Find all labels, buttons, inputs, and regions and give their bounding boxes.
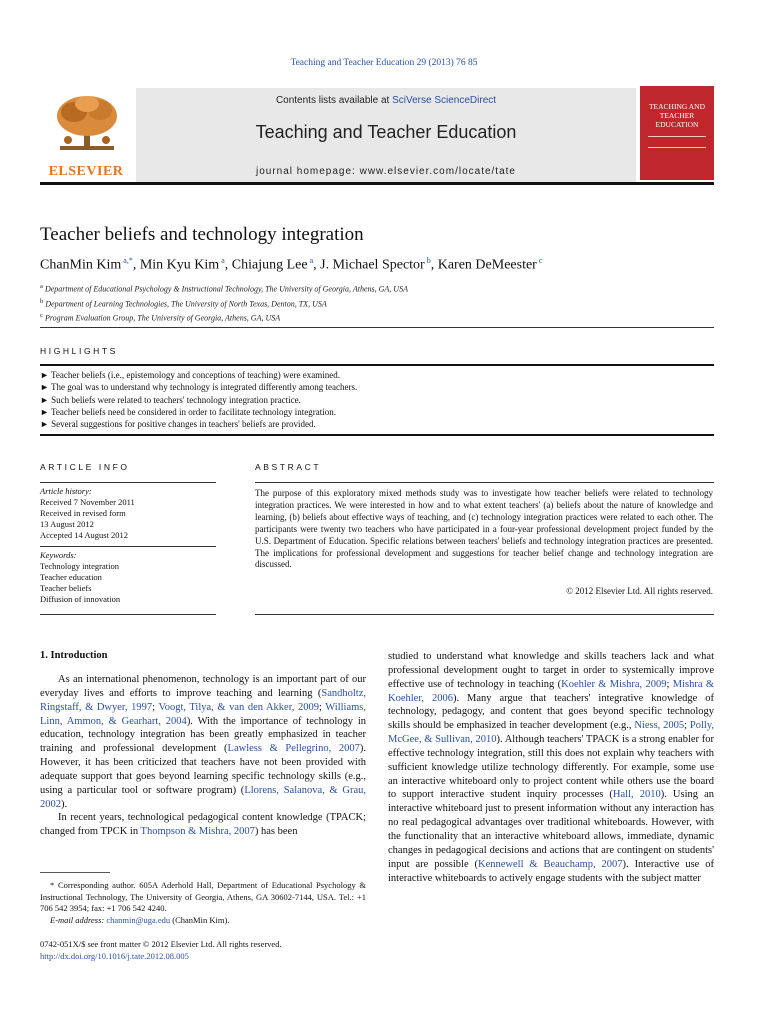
author-name[interactable]: ChanMin Kim: [40, 257, 122, 273]
highlight-item: ► Such beliefs were related to teachers' technology integration practice.: [40, 394, 301, 405]
history-line: Accepted 14 August 2012: [40, 530, 129, 540]
journal-homepage[interactable]: journal homepage: www.elsevier.com/locate/tate: [255, 166, 516, 177]
footnote-text: Corresponding author. 605A Aderhold Hall, Department of Educational Psychology & Instructional Technology, The University of Georgia, Athens, GA 30602-7144, USA. Tel.: +1 706 542 3954; fax: +1 706 542 4240.: [40, 880, 366, 913]
cover-band: [648, 136, 706, 148]
email-suffix: (ChanMin Kim).: [172, 914, 230, 925]
author-affiliation-mark[interactable]: c: [536, 256, 543, 265]
body-column-left: [40, 673, 366, 839]
citation-link[interactable]: Lawless & Pellegrino, 2007: [227, 743, 360, 755]
divider: [40, 327, 714, 328]
paragraph: studied to understand what knowledge and skills teachers lack and what professional development ought to target in order to systemically improve effective use of technology in teaching (Koehler & Mishra, 2009; Mishra & Koehler, 2006). Many argue that teachers' integrative knowledge of technology, pedagogy, and content that goes beyond specific technology skills should be emphasized in teacher development (e.g., Niess, 2005; Polly, McGee, & Sullivan, 2010). Although teachers' TPACK is a strong enabler for effective technology integration, still this does not explain why teachers with sufficient knowledge utilize technology differently. For example, some use an interactive whiteboard only to project content while others use the board to support interactive student inquiry processes (Hall, 2010). Using an interactive whiteboard just to present information without any interaction has no real pedagogical advantages over traditional whiteboards. However, with the functionality that an interactive whiteboard allows, immediate, dynamic changes in pedagogical decisions and actions that are contingent on students' input are possible (Kennewell & Beauchamp, 2007). Interactive use of interactive whiteboards to actively engage students with the subject matter: [388, 651, 715, 884]
citation-link[interactable]: Mishra & Koehler, 2006: [388, 678, 714, 704]
divider: [255, 482, 714, 483]
footnote-mark: *: [50, 880, 55, 890]
abstract-text: The purpose of this exploratory mixed methods study was to investigate how teacher beliefs were related to technology integration practices. We were interested in how and to what extent teachers' (a) beliefs about the nature of knowledge and learning, (b) beliefs about effective ways of teaching, and (c) technology integration practices were related to each other. The participants were twenty two teachers who have participated in a four-year professional development project funded by the U.S. Department of Education. Specific relations between teachers' beliefs and technology integration practices are presented. The implications for professional development and suggestions for teacher belief change and technology integration are discussed.: [255, 488, 713, 570]
article-title: Teacher beliefs and technology integration: [40, 224, 364, 245]
keyword: Technology integration: [40, 561, 119, 571]
abstract-heading: ABSTRACT: [255, 462, 322, 472]
footnote-divider: [40, 872, 110, 873]
keywords-label: Keywords:: [40, 550, 77, 560]
contents-prefix: Contents lists available at: [275, 95, 393, 106]
journal-title: Teaching and Teacher Education: [255, 122, 517, 142]
citation-link[interactable]: Hall, 2010: [612, 789, 661, 801]
author-name[interactable]: Chiajung Lee: [231, 257, 308, 273]
journal-cover-thumbnail[interactable]: [640, 86, 714, 180]
divider: [40, 614, 216, 615]
author-name[interactable]: Karen DeMeester: [437, 257, 537, 273]
highlight-item: ► The goal was to understand why technology is integrated differently among teachers.: [40, 382, 358, 393]
divider: [40, 482, 216, 483]
highlights-heading: HIGHLIGHTS: [40, 346, 118, 356]
affiliation: $^c$ Program Evaluation Group, The University of Georgia, Athens, GA, USA: [40, 312, 281, 323]
corresponding-author-footnote: [40, 880, 366, 926]
article-info-heading: ARTICLE INFO: [40, 462, 130, 472]
email-label: E-mail address:: [50, 914, 105, 925]
divider: [40, 546, 216, 547]
affiliation: $^b$ Department of Learning Technologies, The University of North Texas, Denton, TX, USA: [40, 297, 327, 309]
contents-line: [136, 95, 636, 106]
journal-citation[interactable]: Teaching and Teacher Education 29 (2013) 76 85: [290, 58, 478, 68]
publisher-name: ELSEVIER: [48, 164, 124, 179]
divider: [40, 364, 714, 366]
author-list: ChanMin Kim $^{a,*}$, Min Kyu Kim $^a$, Chiajung Lee $^a$, J. Michael Spector $^b$, Karen DeMeester $^c$: [40, 256, 543, 273]
abstract-copyright: © 2012 Elsevier Ltd. All rights reserved.: [566, 586, 713, 596]
author-affiliation-mark[interactable]: a,*: [121, 256, 133, 265]
body-column-right: [388, 650, 714, 885]
paragraph: As an international phenomenon, technology is an important part of our everyday lives and efforts to improve teaching and learning (Sandholtz, Ringstaff, & Dwyer, 1997; Voogt, Tilya, & van den Akker, 2009; Williams, Linn, Ammon, & Gearhart, 2004). With the importance of technology in education, technology integration has been greatly emphasized in teacher training and professional development (Lawless & Pellegrino, 2007). However, it has been criticized that teachers have not been provided with adequate support that goes beyond learning specific technology skills (e.g., using a particular tool or software program) (Llorens, Salanova, & Grau, 2002).: [40, 674, 367, 810]
keyword: Diffusion of innovation: [40, 594, 121, 604]
journal-header-box: [136, 88, 636, 182]
highlight-item: ► Teacher beliefs need be considered in order to facilitate technology integration.: [40, 406, 336, 417]
elsevier-logo[interactable]: [40, 86, 132, 182]
keyword: Teacher education: [40, 572, 102, 582]
sciencedirect-link[interactable]: SciVerse ScienceDirect: [392, 95, 497, 106]
author-affiliation-mark[interactable]: a: [307, 256, 314, 265]
citation-link[interactable]: Thompson & Mishra, 2007: [140, 826, 255, 838]
keyword: Teacher beliefs: [40, 583, 92, 593]
citation-link[interactable]: Williams, Linn, Ammon, & Gearhart, 2004: [40, 701, 366, 727]
affiliation-mark: a: [40, 283, 43, 290]
author-name[interactable]: J. Michael Spector: [320, 257, 425, 273]
paragraph: In recent years, technological pedagogical content knowledge (TPACK; changed from TPCK in Thompson & Mishra, 2007) has been: [40, 812, 366, 838]
citation-link[interactable]: Llorens, Salanova, & Grau, 2002: [40, 784, 366, 810]
divider: [255, 614, 714, 615]
elsevier-tree-icon: [52, 92, 122, 154]
citation-link[interactable]: Niess, 2005: [634, 720, 685, 732]
email-link[interactable]: chanmin@uga.edu: [106, 914, 171, 925]
affiliation-mark: b: [40, 297, 44, 305]
divider: [40, 434, 714, 436]
citation-link[interactable]: Polly, McGee, & Sullivan, 2010: [388, 720, 715, 746]
history-line: Received 7 November 2011: [40, 497, 135, 507]
affiliation-list: [40, 281, 408, 325]
author-name[interactable]: Min Kyu Kim: [139, 257, 220, 273]
history-label: Article history:: [40, 486, 92, 496]
highlight-item: ► Teacher beliefs (i.e., epistemology and conceptions of teaching) were examined.: [40, 370, 340, 380]
page-footer: [40, 938, 282, 962]
author-affiliation-mark[interactable]: a: [219, 256, 225, 265]
highlight-item: ► Several suggestions for positive changes in teachers' beliefs are provided.: [40, 419, 316, 430]
citation-link[interactable]: Voogt, Tilya, & van den Akker, 2009: [158, 701, 319, 713]
author-affiliation-mark[interactable]: b: [424, 256, 431, 265]
cover-title: TEACHING AND TEACHER EDUCATION: [648, 102, 706, 129]
doi-link[interactable]: http://dx.doi.org/10.1016/j.tate.2012.08.005: [40, 951, 189, 961]
affiliation-mark: c: [40, 312, 43, 320]
section-heading-introduction: 1. Introduction: [40, 650, 108, 661]
issn-line: 0742-051X/$ see front matter © 2012 Elsevier Ltd. All rights reserved.: [40, 939, 282, 949]
masthead-divider: [40, 182, 714, 185]
article-info: [40, 486, 216, 605]
history-line: 13 August 2012: [40, 519, 94, 529]
citation-link[interactable]: Koehler & Mishra, 2009: [561, 678, 667, 690]
affiliation: $^a$ Department of Educational Psychology & Instructional Technology, The University of Georgia, Athens, GA, USA: [40, 283, 408, 294]
highlights-list: [40, 369, 357, 430]
history-line: Received in revised form: [40, 508, 126, 518]
citation-link[interactable]: Sandholtz, Ringstaff, & Dwyer, 1997: [40, 687, 366, 713]
citation-link[interactable]: Kennewell & Beauchamp, 2007: [478, 858, 623, 870]
journal-masthead: [40, 86, 714, 182]
